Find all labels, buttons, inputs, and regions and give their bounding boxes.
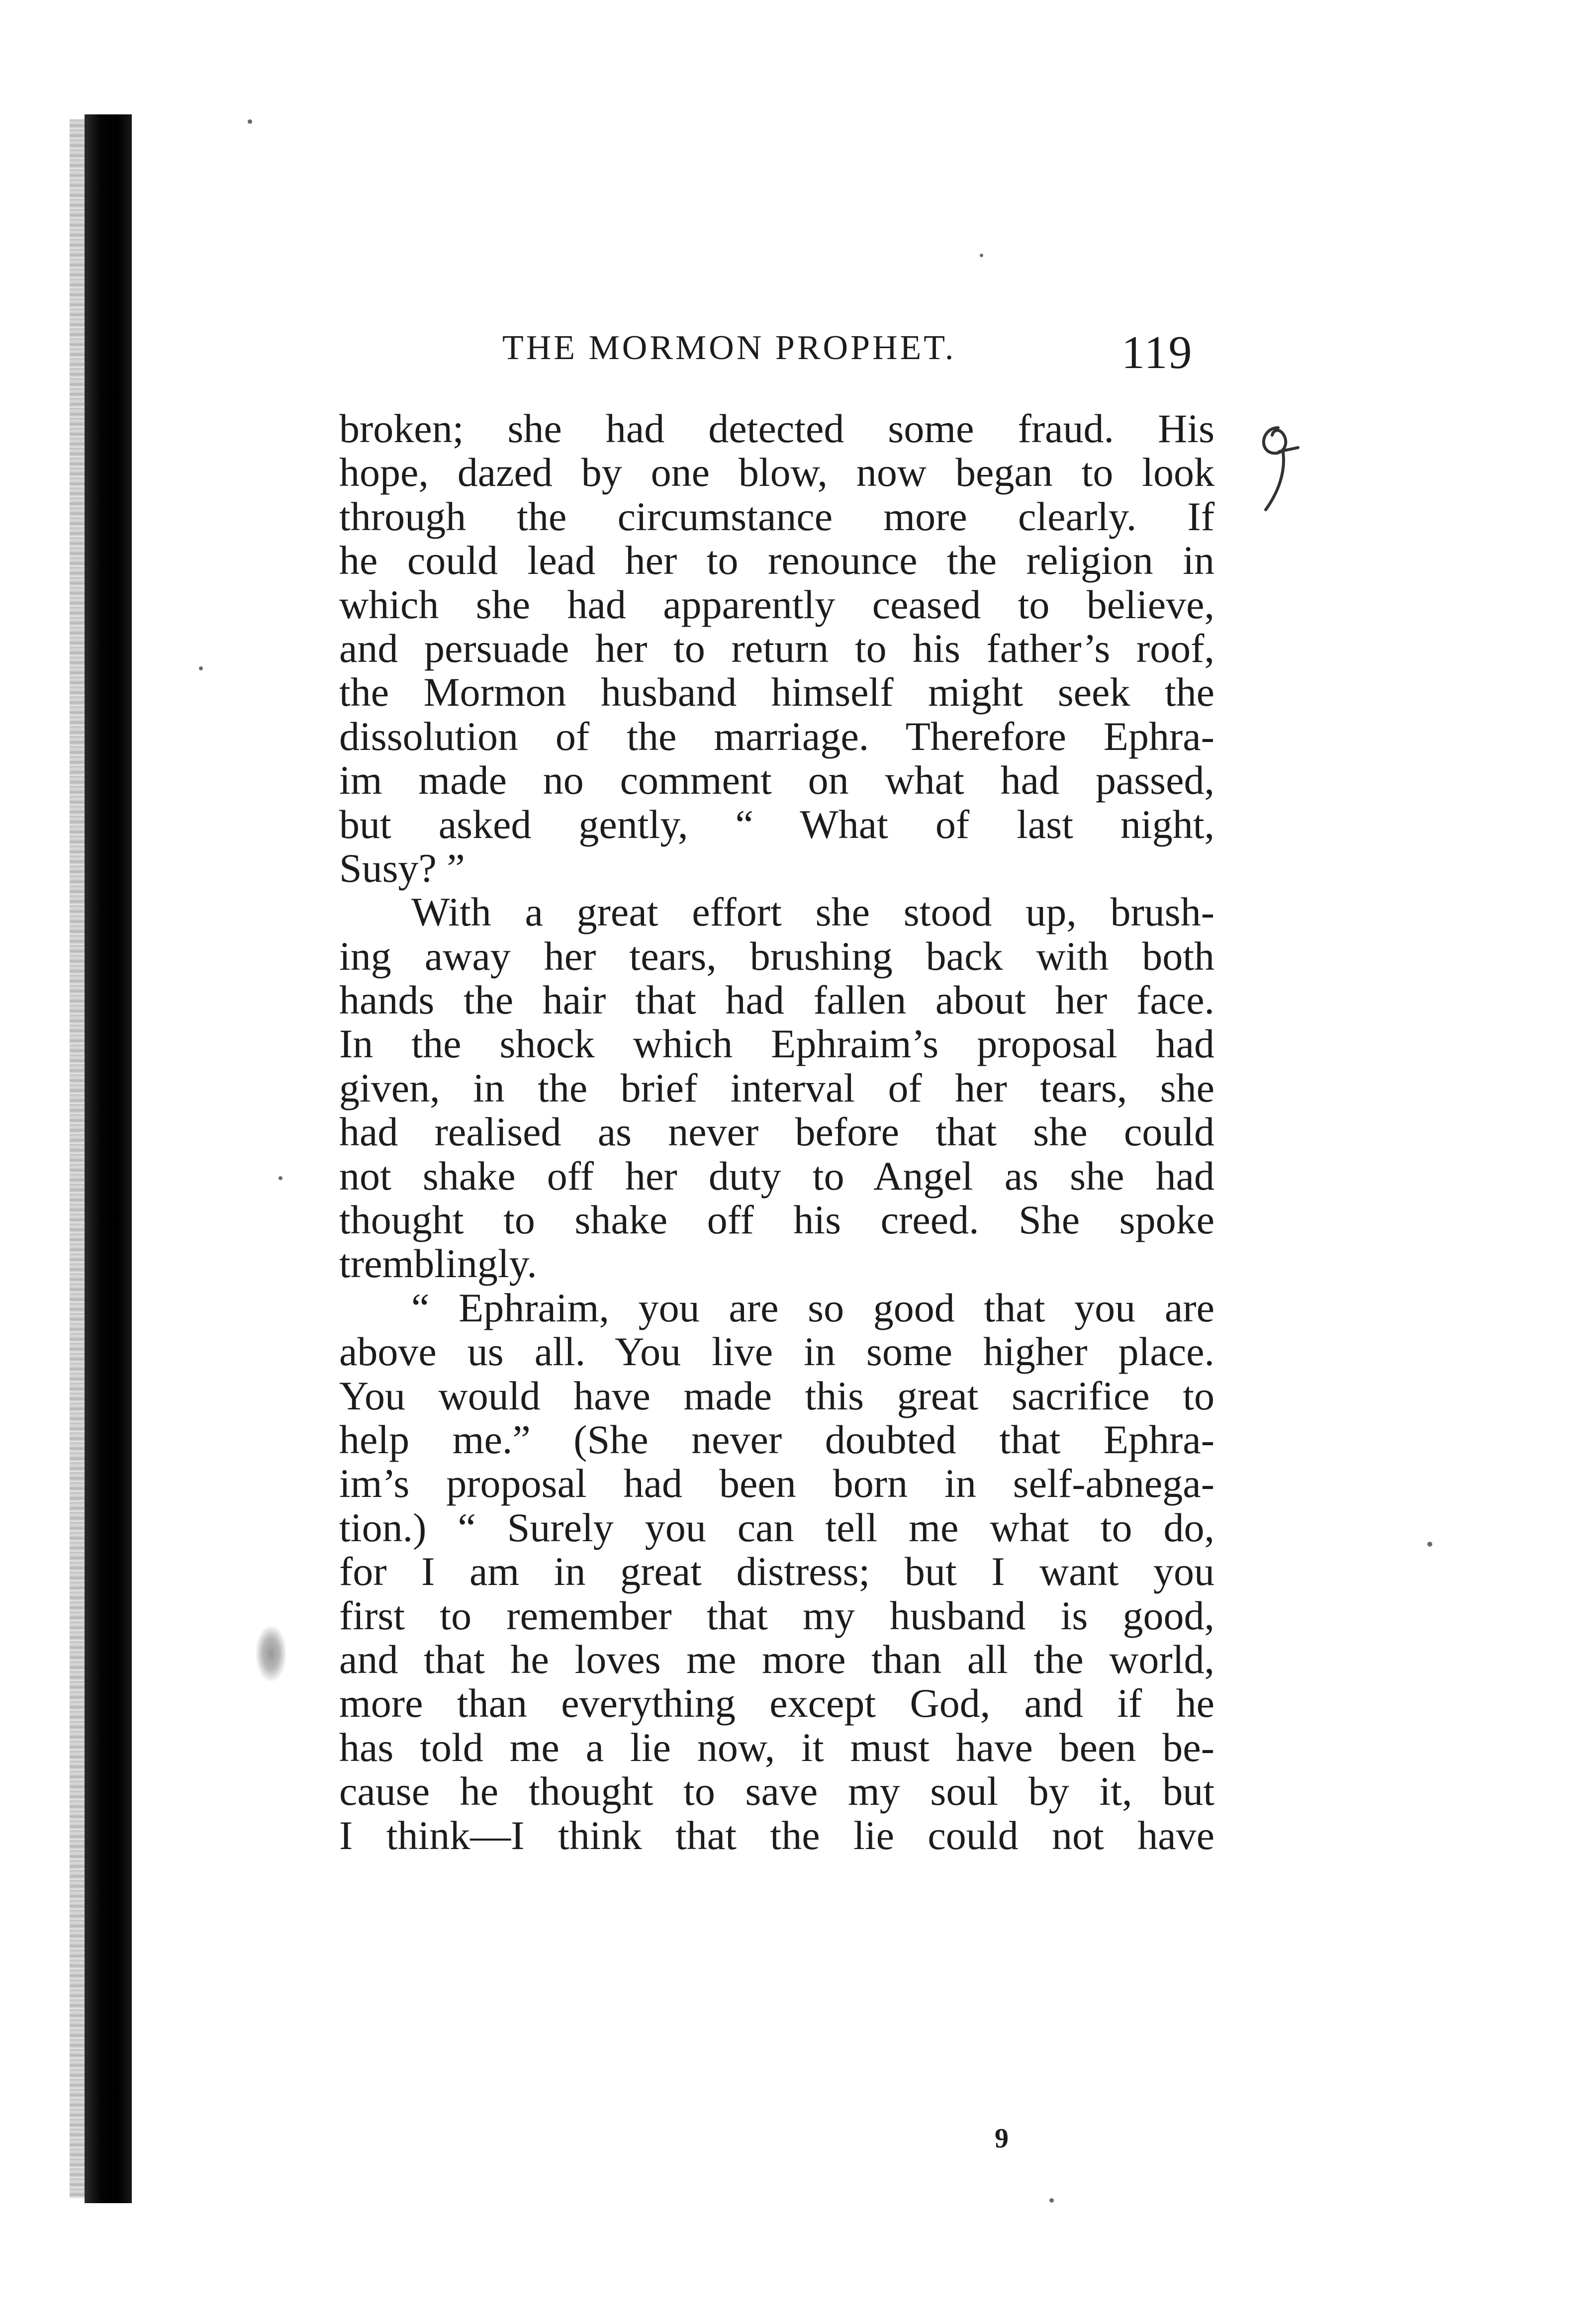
text-line: above us all. You live in some higher place. <box>339 1329 1214 1375</box>
binding-edge-shadow <box>70 119 86 2198</box>
text-line: for I am in great distress; but I want you <box>339 1549 1214 1594</box>
text-line: You would have made this great sacrifice to <box>339 1373 1214 1418</box>
text-line: “ Ephraim, you are so good that you are <box>411 1285 1214 1330</box>
text-line: help me.” (She never doubted that Ephra- <box>339 1416 1214 1462</box>
text-line: With a great effort she stood up, brush- <box>411 889 1214 935</box>
running-head: THE MORMON PROPHET. <box>502 329 956 367</box>
text-line: tremblingly. <box>339 1241 537 1287</box>
text-line: I think—I think that the lie could not have <box>339 1812 1214 1858</box>
text-line: ing away her tears, brushing back with both <box>339 933 1214 979</box>
text-line: through the circumstance more clearly. If <box>339 493 1214 539</box>
text-line: im made no comment on what had passed, <box>339 757 1214 803</box>
text-line: given, in the brief interval of her tears, she <box>339 1065 1214 1111</box>
text-line: the Mormon husband himself might seek the <box>339 669 1214 715</box>
text-line: first to remember that my husband is good, <box>339 1592 1214 1638</box>
text-line: broken; she had detected some fraud. His <box>339 406 1214 451</box>
text-line: cause he thought to save my soul by it, but <box>339 1768 1214 1814</box>
ink-blot <box>256 1626 286 1681</box>
text-line: but asked gently, “ What of last night, <box>339 801 1214 847</box>
handwritten-margin-mark <box>1243 418 1308 517</box>
text-line: and persuade her to return to his father’s roof, <box>339 625 1214 671</box>
paper-speck <box>199 666 203 670</box>
paper-speck <box>279 1176 282 1180</box>
paper-speck <box>980 254 983 257</box>
text-line: had realised as never before that she could <box>339 1109 1214 1155</box>
text-line: hope, dazed by one blow, now began to look <box>339 450 1214 495</box>
signature-mark: 9 <box>995 2123 1009 2154</box>
paper-speck <box>248 119 252 124</box>
body-text <box>339 407 1214 1858</box>
paper-speck <box>1049 2198 1054 2203</box>
text-line: thought to shake off his creed. She spoke <box>339 1197 1214 1243</box>
text-line: dissolution of the marriage. Therefore Ephra- <box>339 713 1214 759</box>
text-line: which she had apparently ceased to believe, <box>339 581 1214 627</box>
text-line: hands the hair that had fallen about her face. <box>339 977 1214 1023</box>
text-line: In the shock which Ephraim’s proposal had <box>339 1021 1214 1067</box>
text-line: tion.) “ Surely you can tell me what to do, <box>339 1504 1214 1550</box>
paper-speck <box>1427 1542 1432 1547</box>
text-line: and that he loves me more than all the world, <box>339 1636 1214 1682</box>
text-line: Susy? ” <box>339 845 465 891</box>
text-line: not shake off her duty to Angel as she had <box>339 1153 1214 1199</box>
text-line: im’s proposal had been born in self-abnega- <box>339 1461 1214 1506</box>
text-line: has told me a lie now, it must have been be- <box>339 1724 1214 1770</box>
page-number: 119 <box>1121 327 1193 378</box>
text-line: he could lead her to renounce the religion in <box>339 538 1214 583</box>
page-binding-gutter <box>85 114 132 2203</box>
text-line: more than everything except God, and if he <box>339 1680 1214 1726</box>
